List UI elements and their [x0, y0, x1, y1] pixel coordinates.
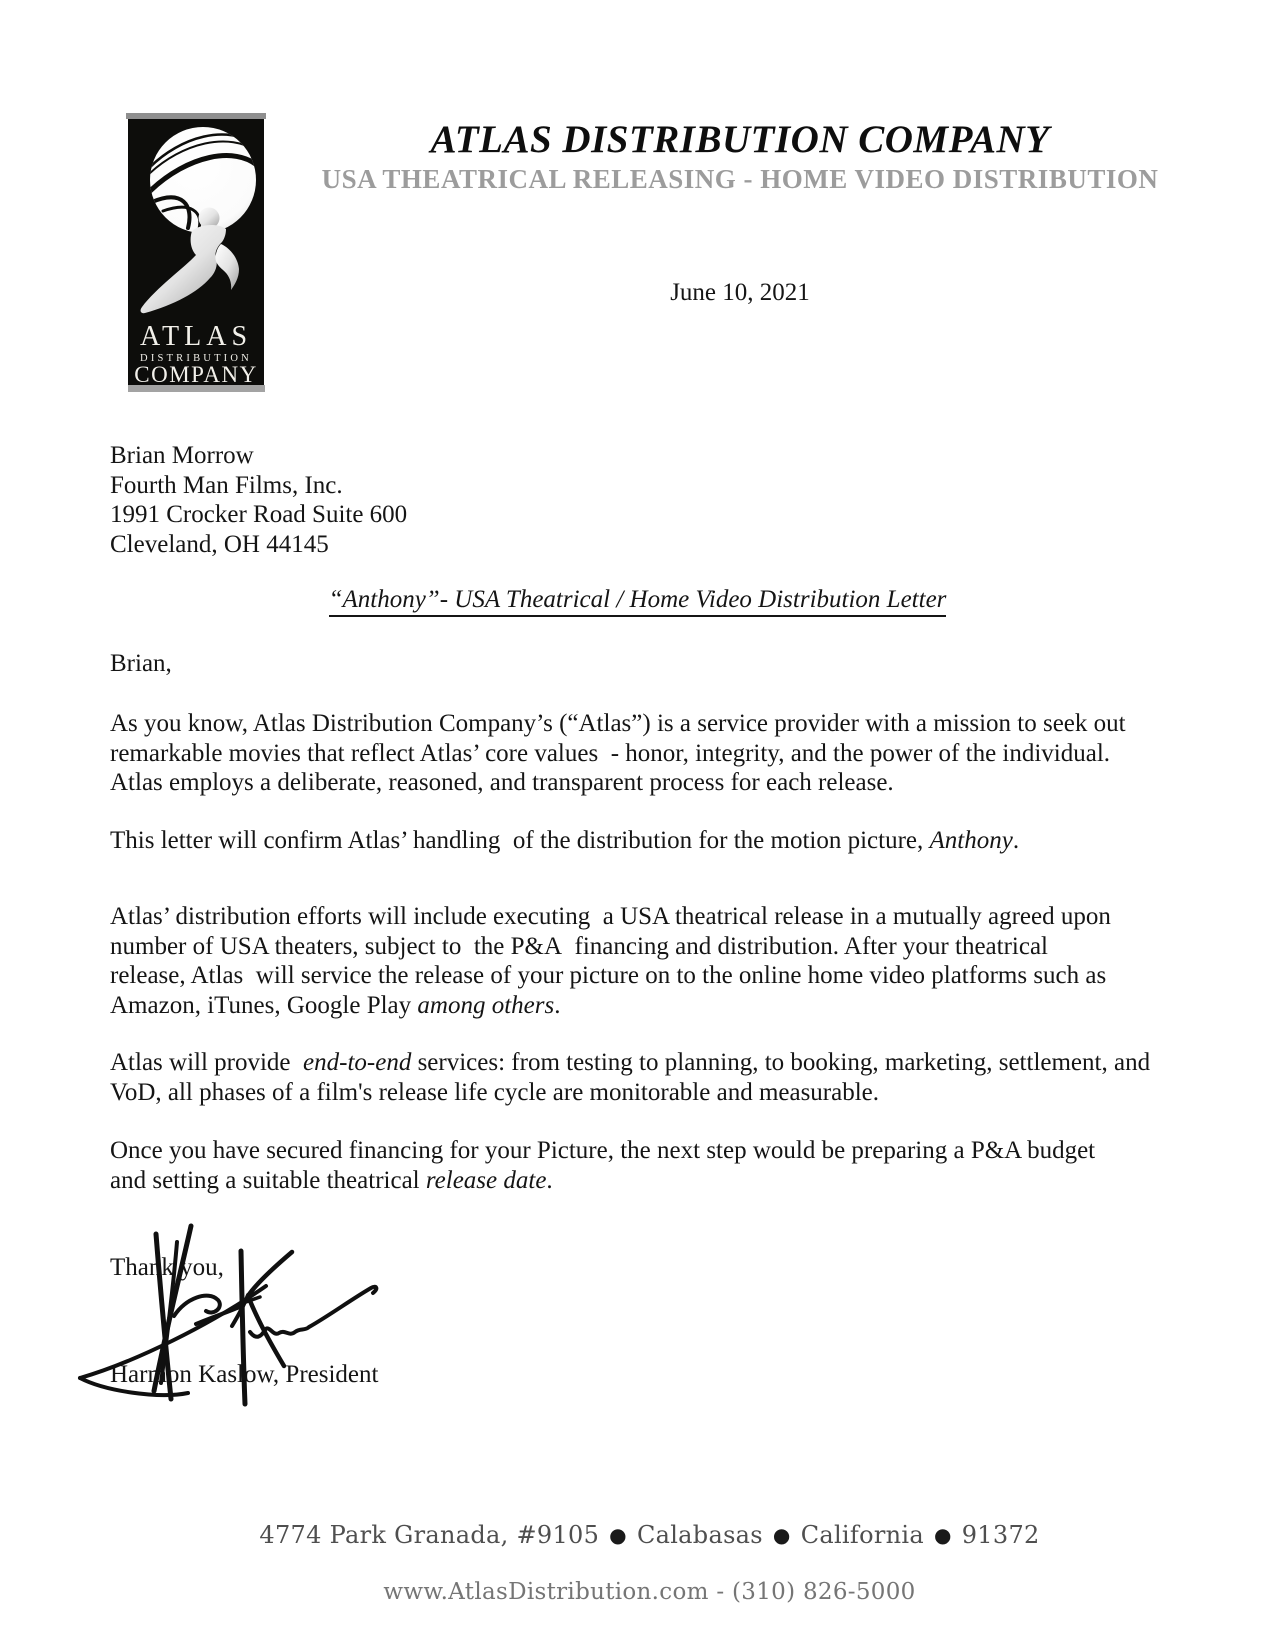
text-segment: Atlas will provide — [110, 1049, 304, 1076]
paragraph-3 — [110, 902, 1120, 1020]
text-line — [110, 1136, 1120, 1166]
text-segment: . — [546, 1166, 553, 1194]
text-line — [110, 902, 1120, 932]
text-line: Cleveland, OH 44145 — [110, 530, 329, 558]
greeting: Brian, — [110, 650, 172, 677]
text-segment: Amazon, iTunes, Google Play — [110, 991, 418, 1019]
text-segment: among others — [417, 991, 555, 1019]
text-segment: Anthony — [929, 827, 1013, 854]
letterhead — [270, 0, 1210, 320]
text-line — [110, 961, 1120, 991]
footer-address-part: California — [800, 1521, 924, 1549]
text-line — [110, 1166, 1120, 1196]
text-segment: release, Atlas will service the release of your picture on to the online home video platforms such as — [110, 962, 1107, 989]
text-segment: Atlas’ distribution efforts will include executing a USA theatrical release in a mutually agreed upon — [110, 903, 1111, 930]
subject-wrap — [0, 586, 1275, 617]
footer-address-part: 91372 — [961, 1521, 1040, 1549]
recipient-address — [110, 441, 407, 559]
text-line — [110, 1048, 1151, 1078]
bullet-separator: ● — [933, 1523, 952, 1547]
footer-address — [12, 1521, 1275, 1549]
text-line — [110, 991, 1120, 1021]
text-segment: number of USA theaters, subject to the P&A financing and distribution. After your theatrical — [110, 932, 1048, 960]
thank-you: Thank you, — [110, 1254, 224, 1281]
text-line — [110, 826, 1120, 856]
logo-wordmark-distribution: DISTRIBUTION — [140, 353, 252, 364]
text-line: 1991 Crocker Road Suite 600 — [110, 501, 408, 528]
signature-image — [60, 1205, 420, 1420]
text-line — [110, 932, 1120, 962]
text-line — [110, 1078, 1120, 1108]
footer-address-part: 4774 Park Granada, #9105 — [259, 1521, 600, 1549]
text-segment: . — [1012, 827, 1020, 854]
text-segment: Once you have secured financing for your Picture, the next step would be preparing a P&A budget — [110, 1137, 1096, 1164]
logo-top-edge — [126, 113, 266, 119]
text-line — [110, 768, 1120, 798]
text-segment: end-to-end — [303, 1049, 412, 1076]
text-line: Fourth Man Films, Inc. — [110, 471, 343, 499]
letter-date: June 10, 2021 — [670, 279, 810, 306]
subject-line: “Anthony”- USA Theatrical / Home Video Distribution Letter — [329, 586, 947, 617]
text-segment: VoD, all phases of a film's release life cycle are monitorable and measurable. — [110, 1078, 880, 1106]
company-title: ATLAS DISTRIBUTION COMPANY — [430, 118, 1050, 161]
text-segment: remarkable movies that reflect Atlas’ core values - honor, integrity, and the power of the individual. — [110, 739, 1111, 767]
text-line: Brian Morrow — [110, 442, 254, 469]
paragraph-2 — [110, 826, 1120, 856]
paragraph-5 — [110, 1136, 1120, 1195]
text-segment: This letter will confirm Atlas’ handling of the distribution for the motion picture, — [110, 827, 930, 854]
logo-wordmark-company: COMPANY — [134, 362, 258, 387]
text-segment: As you know, Atlas Distribution Company’s (“Atlas”) is a service provider with a mission to seek out — [110, 710, 1126, 737]
text-segment: Atlas employs a deliberate, reasoned, and transparent process for each release. — [110, 769, 894, 796]
text-segment: and setting a suitable theatrical — [110, 1166, 426, 1194]
paragraph-4 — [110, 1048, 1151, 1107]
footer-contact: www.AtlasDistribution.com - (310) 826-5000 — [383, 1579, 916, 1605]
text-segment: services: from testing to planning, to booking, marketing, settlement, and — [411, 1049, 1151, 1076]
atlas-logo — [126, 112, 266, 397]
paragraph-1 — [110, 709, 1126, 798]
company-subtitle: USA THEATRICAL RELEASING - HOME VIDEO DISTRIBUTION — [321, 164, 1159, 194]
footer-address-part: Calabasas — [636, 1521, 763, 1549]
bullet-separator: ● — [609, 1523, 627, 1547]
logo-wordmark-atlas: ATLAS — [139, 321, 253, 352]
text-line — [110, 739, 1120, 769]
bullet-separator: ● — [772, 1523, 791, 1547]
text-line — [110, 709, 1126, 739]
signer-name: Harmon Kaslow, President — [110, 1361, 379, 1388]
text-segment: . — [554, 991, 561, 1019]
text-segment: release date — [425, 1166, 547, 1194]
